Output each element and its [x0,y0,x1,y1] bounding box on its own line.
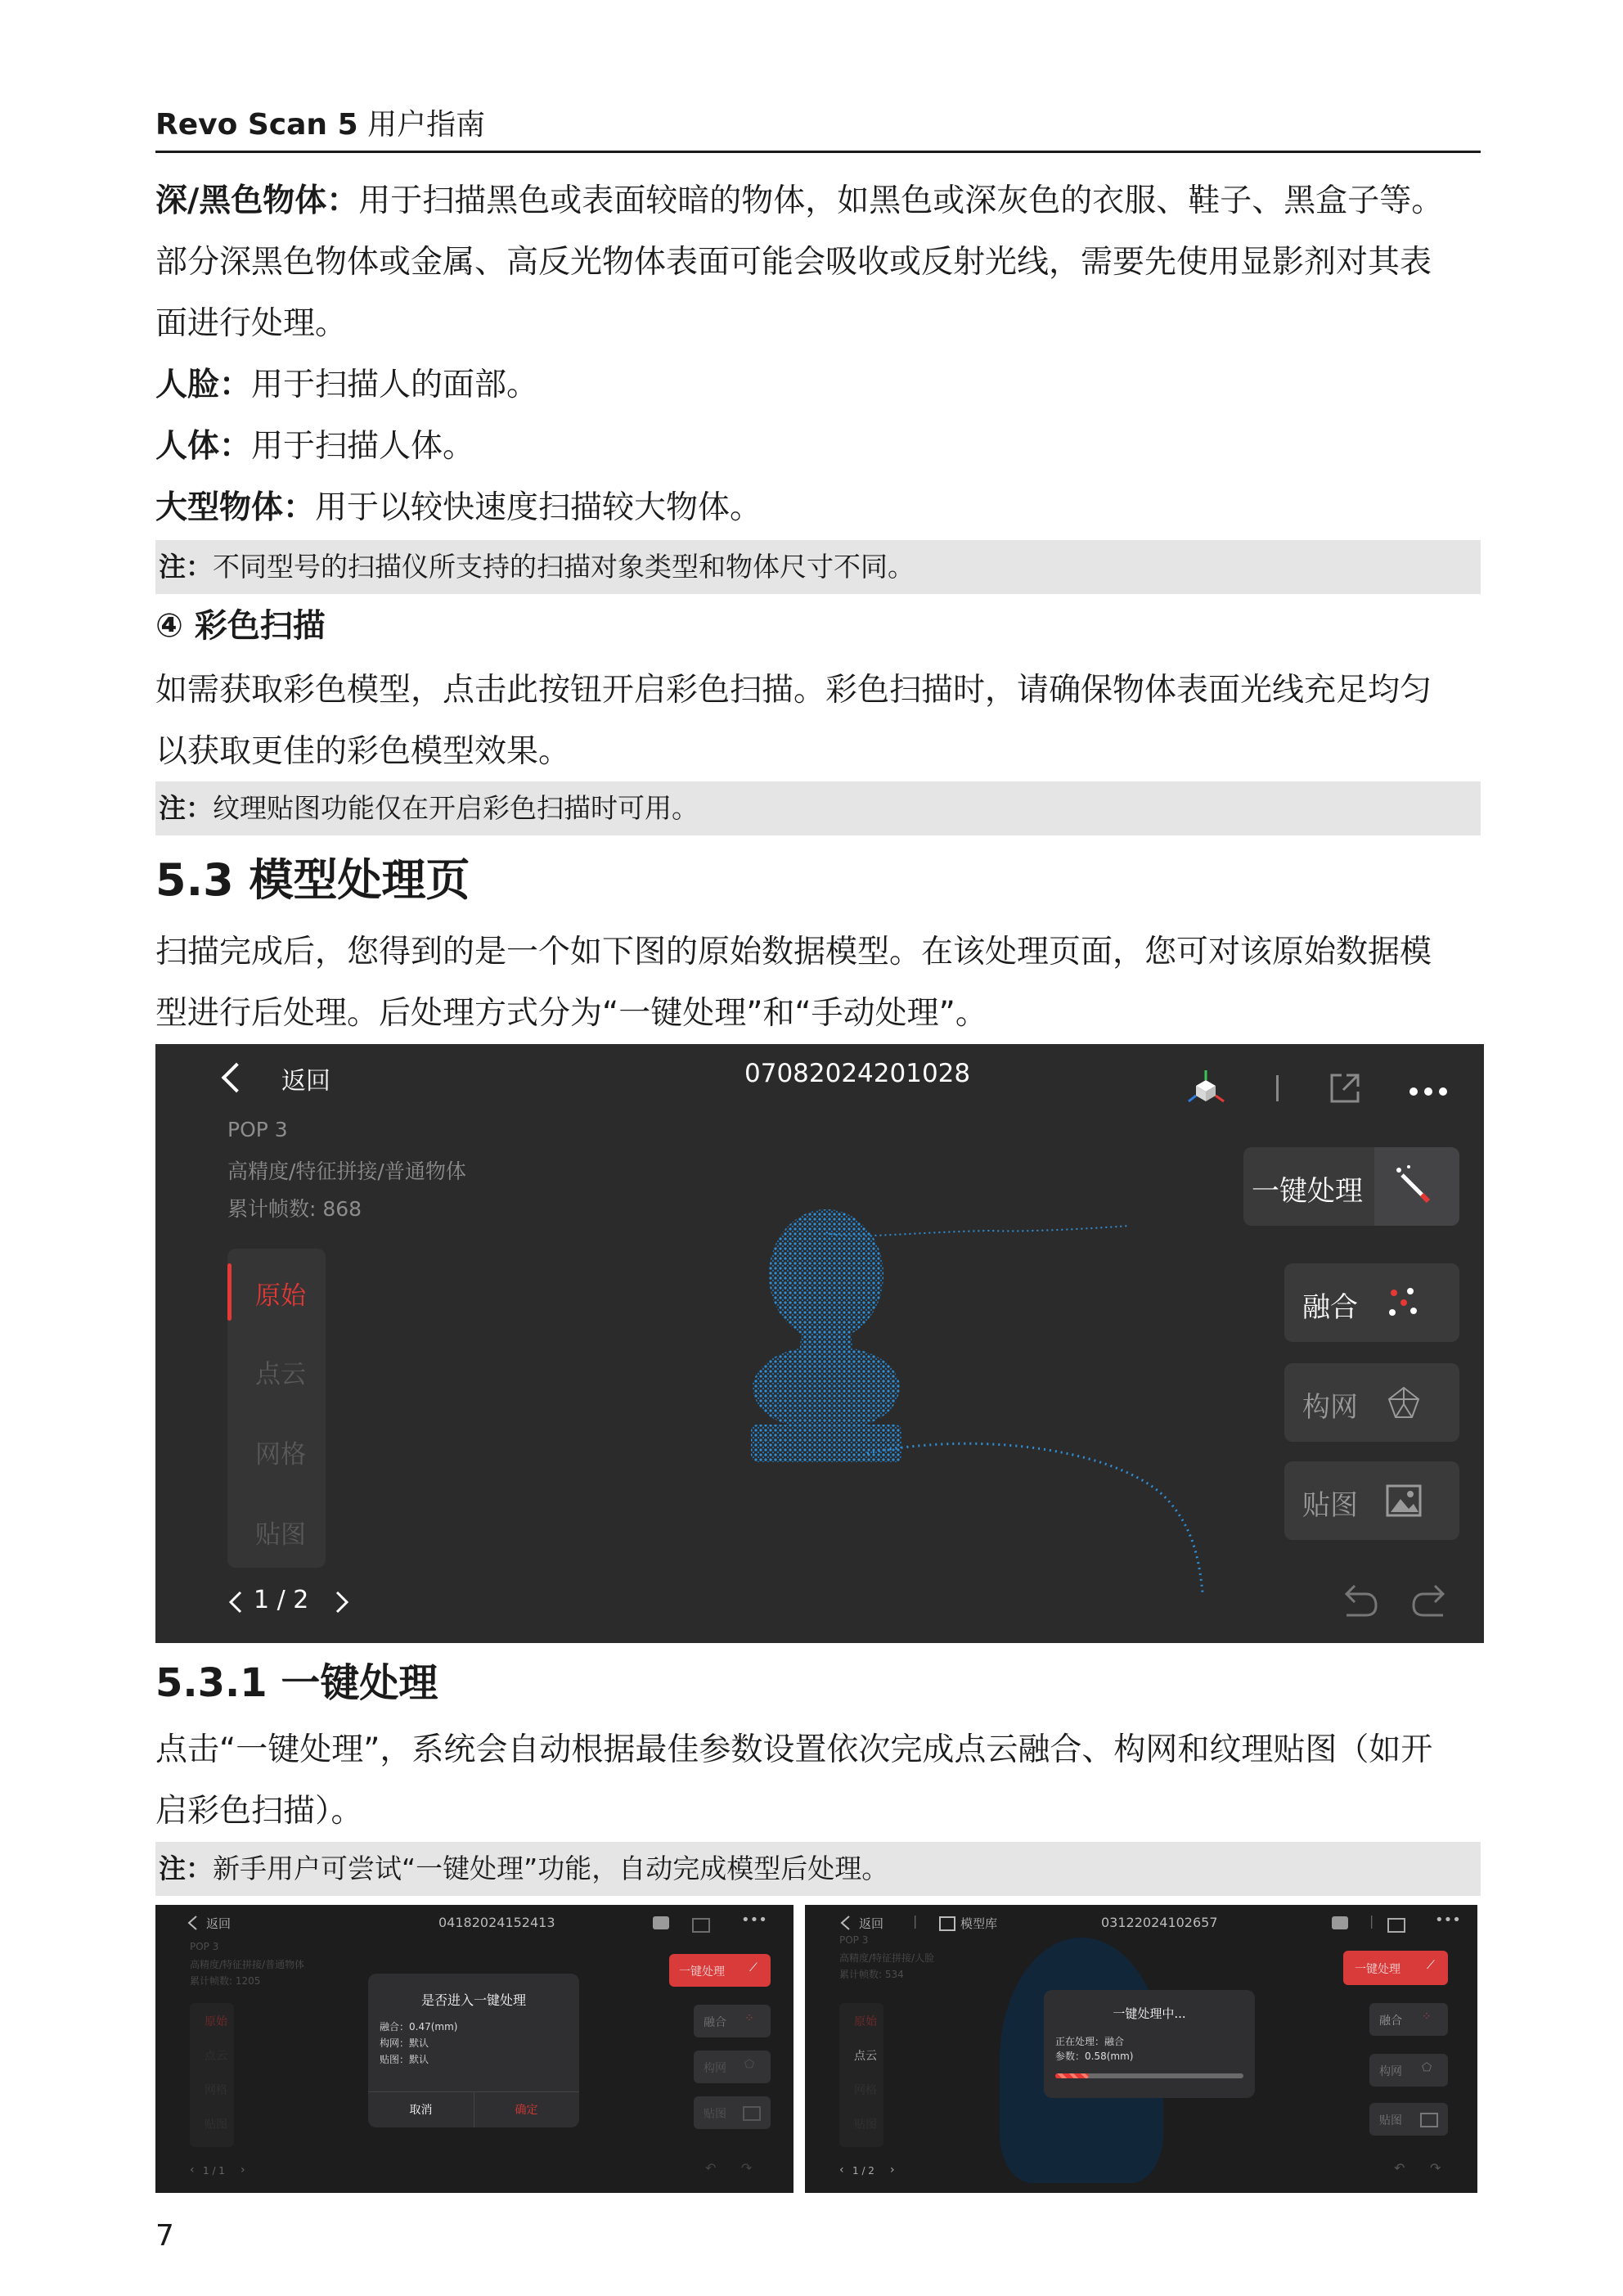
paragraph-dark-objects [155,170,1481,232]
more-icon[interactable]: ••• [1435,1911,1461,1929]
paragraph-large [155,477,1481,538]
note-text: 新手用户可尝试“一键处理”功能，自动完成模型后处理。 [213,1853,889,1884]
fuse-dots-icon: ⁘ [1422,2010,1432,2024]
subsection-heading: 5.3.1 一键处理 [155,1660,438,1706]
mesh-network-icon: ⬠ [1422,2061,1432,2074]
fuse-button[interactable] [1369,2003,1448,2036]
note-text: 不同型号的扫描仪所支持的扫描对象类型和物体尺寸不同。 [213,551,915,583]
export-icon[interactable] [692,1918,710,1933]
magic-wand-icon: ⟋ [1427,1959,1435,1972]
texture-button[interactable] [694,2096,771,2129]
page-number: 7 [155,2219,174,2253]
paragraph-line: 以获取更佳的彩色模型效果。 [155,733,571,770]
texture-label: 贴图 [1302,1489,1358,1522]
image-icon [1420,2113,1438,2127]
mesh-button[interactable] [694,2051,771,2083]
menu-item-original[interactable]: 原始 [854,2015,877,2028]
paragraph-line: 型进行后处理。后处理方式分为“一键处理”和“手动处理”。 [155,995,987,1032]
one-click-process-button[interactable] [1343,1951,1448,1985]
fuse-button[interactable] [1284,1263,1459,1342]
paragraph-face [155,354,1481,416]
fuse-label: 融合 [704,2016,726,2029]
texture-button[interactable] [1284,1461,1459,1540]
magic-wand-icon: ⟋ [749,1961,758,1974]
fuse-dots-icon: ⁘ [744,2012,754,2025]
next-page-icon[interactable]: › [241,2163,245,2177]
scan-mode: 高精度/特征拼接/普通物体 [190,1959,305,1970]
file-id: 03122024102657 [1101,1915,1218,1930]
paragraph-line: 启彩色扫描）。 [155,1793,363,1830]
note-label: 注： [159,1853,213,1884]
term-text: 用于扫描黑色或表面较暗的物体，如黑色或深灰色的衣服、鞋子、黑盒子等。 [358,182,1444,219]
back-chevron-icon[interactable] [839,1915,851,1931]
mesh-label: 构网 [1379,2065,1402,2078]
header-title [155,101,485,143]
paragraph-line: 如需获取彩色模型，点击此按钮开启彩色扫描。彩色扫描时，请确保物体表面光线充足均匀 [155,672,1432,709]
progress-dialog [1044,1990,1255,2098]
back-chevron-icon[interactable] [187,1915,198,1931]
fuse-dots-icon [1386,1285,1422,1321]
paragraph-line: 扫描完成后，您得到的是一个如下图的原始数据模型。在该处理页面，您可对该原始数据模 [155,934,1432,970]
one-click-process-button[interactable] [1243,1147,1459,1226]
mesh-network-icon [1386,1384,1422,1420]
term-label: 大型物体： [155,489,316,526]
menu-item-texture[interactable]: 贴图 [205,2118,227,2132]
active-indicator [227,1263,232,1321]
note-label: 注： [159,551,213,583]
one-click-label: 一键处理 [679,1965,725,1979]
mesh-button[interactable] [1284,1363,1459,1442]
menu-item-mesh[interactable]: 网格 [854,2084,877,2097]
note-box [155,1842,1481,1896]
paragraph-line: 部分深黑色物体或金属、高反光物体表面可能会吸收或反射光线，需要先使用显影剂对其表 [155,244,1432,281]
progress-title: 一键处理中... [1113,2006,1186,2021]
one-click-label: 一键处理 [1355,1963,1400,1976]
next-page-icon[interactable]: › [890,2163,895,2177]
image-icon [743,2106,761,2121]
prev-page-icon[interactable]: ‹ [190,2163,195,2177]
mesh-network-icon: ⬠ [744,2058,755,2071]
frame-count: 累计帧数: 1205 [190,1975,261,1987]
cancel-button[interactable]: 取消 [409,2104,433,2117]
divider-icon [1276,1075,1279,1101]
export-icon[interactable] [1327,1070,1363,1106]
note-text: 纹理贴图功能仅在开启彩色扫描时可用。 [213,792,699,824]
model-library-label[interactable]: 模型库 [960,1916,998,1931]
divider-icon: | [913,1913,918,1929]
page-indicator: 1 / 2 [254,1586,309,1614]
redo-icon[interactable] [1410,1581,1450,1620]
frame-count: 累计帧数: 868 [227,1197,362,1221]
paragraph-line: 面进行处理。 [155,305,348,342]
note-box [155,781,1481,835]
fuse-label: 融合 [1302,1291,1358,1324]
paragraph-line: 点击“一键处理”，系统会自动根据最佳参数设置依次完成点云融合、构网和纹理贴图（如开 [155,1731,1433,1768]
doc-title: 用户指南 [367,108,486,142]
model-library-icon[interactable] [939,1916,955,1931]
scan-mode: 高精度/特征拼接/人脸 [839,1952,935,1964]
progress-status: 正在处理：融合 [1055,2036,1125,2047]
term-label: 人体： [155,428,252,465]
axis-cube-icon[interactable] [1186,1069,1227,1108]
axis-cube-icon[interactable] [1332,1916,1348,1929]
term-text: 用于扫描人体。 [251,428,475,465]
point-cloud-model[interactable] [744,1208,1252,1600]
more-icon[interactable]: ••• [741,1911,767,1929]
menu-item-texture[interactable]: 贴图 [854,2118,877,2132]
next-page-icon[interactable] [334,1591,350,1614]
undo-icon[interactable]: ↶ [705,2160,717,2176]
dialog-texture-param: 贴图：默认 [380,2054,429,2065]
file-id: 04182024152413 [438,1915,555,1930]
view-mode-menu [227,1249,326,1568]
undo-icon[interactable] [1340,1581,1379,1620]
dialog-mesh-param: 构网：默认 [380,2037,429,2049]
texture-label: 贴图 [1379,2114,1402,2127]
one-click-label: 一键处理 [1252,1175,1363,1208]
mesh-label: 构网 [1302,1391,1358,1424]
menu-item-mesh[interactable]: 网格 [255,1440,306,1470]
back-label[interactable]: 返回 [281,1067,330,1096]
term-label: 深/黑色物体： [155,182,359,219]
undo-icon[interactable]: ↶ [1394,2160,1405,2176]
dialog-title: 是否进入一键处理 [420,1992,526,2008]
one-click-process-button[interactable] [669,1954,771,1987]
page-indicator: 1 / 1 [203,2165,225,2177]
progress-param: 参数：0.58(mm) [1055,2051,1134,2062]
file-id: 07082024201028 [744,1059,971,1088]
one-click-progress-screenshot [805,1905,1477,2193]
page-header [155,101,1481,153]
term-text: 用于扫描人的面部。 [251,367,539,403]
texture-label: 贴图 [704,2108,726,2121]
back-label[interactable]: 返回 [206,1916,232,1931]
note-box [155,540,1481,594]
term-label: 人脸： [155,367,252,403]
note-label: 注： [159,792,213,824]
more-icon[interactable] [1409,1087,1450,1096]
device-name: POP 3 [839,1934,869,1946]
fuse-button[interactable] [694,2005,771,2037]
export-icon[interactable] [1387,1918,1405,1933]
redo-icon[interactable]: ↷ [741,2160,753,2176]
progress-bar-fill [1055,2073,1089,2078]
term-text: 用于以较快速度扫描较大物体。 [315,489,762,526]
confirm-button[interactable]: 确定 [515,2104,538,2117]
section-heading: 5.3 模型处理页 [155,854,470,906]
divider-icon: | [1369,1913,1374,1929]
brand-name: Revo Scan 5 [155,108,358,142]
dialog-fuse-param: 融合：0.47(mm) [380,2021,458,2033]
back-label[interactable]: 返回 [859,1916,884,1931]
menu-item-mesh[interactable]: 网格 [205,2084,227,2097]
device-name: POP 3 [190,1941,219,1952]
menu-item-pointcloud[interactable]: 点云 [854,2050,877,2063]
menu-item-original[interactable]: 原始 [255,1281,306,1311]
scan-mode: 高精度/特征拼接/普通物体 [227,1159,466,1183]
frame-count: 累计帧数: 534 [839,1969,904,1980]
mesh-button[interactable] [1369,2054,1448,2087]
menu-item-pointcloud[interactable]: 点云 [205,2050,227,2063]
mesh-label: 构网 [704,2062,726,2075]
subheading-color-scan: ④ 彩色扫描 [155,607,326,645]
prev-page-icon[interactable]: ‹ [839,2163,844,2177]
menu-item-texture[interactable]: 贴图 [255,1520,306,1550]
model-processing-screenshot [155,1044,1484,1643]
axis-cube-icon[interactable] [653,1916,669,1929]
one-click-confirm-screenshot [155,1905,794,2193]
menu-item-pointcloud[interactable]: 点云 [255,1360,306,1389]
device-name: POP 3 [227,1118,288,1141]
texture-button[interactable] [1369,2103,1448,2136]
image-icon [1386,1484,1422,1517]
back-chevron-icon[interactable] [222,1063,252,1093]
menu-item-original[interactable]: 原始 [205,2015,227,2028]
page-indicator: 1 / 2 [852,2165,874,2177]
redo-icon[interactable]: ↷ [1430,2160,1441,2176]
prev-page-icon[interactable] [227,1591,244,1614]
fuse-label: 融合 [1379,2015,1402,2028]
paragraph-body [155,416,1481,477]
confirm-dialog [368,1974,579,2127]
magic-wand-icon [1374,1147,1459,1226]
